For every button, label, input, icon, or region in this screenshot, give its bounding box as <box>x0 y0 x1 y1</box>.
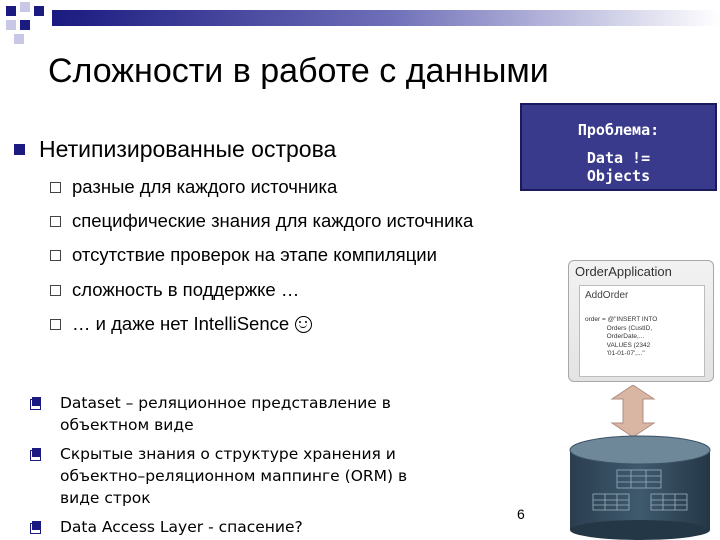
lower-bullet <box>30 516 303 538</box>
sub-bullet-text: разные для каждого источника <box>72 176 338 197</box>
sub-bullet-text: сложность в поддержке … <box>72 279 300 300</box>
lower-bullet-line: виде строк <box>60 489 151 507</box>
bullet-box-icon <box>50 182 61 193</box>
window-title: OrderApplication <box>575 264 672 279</box>
lower-bullet-line: объектно–реляционном маппинге (ORM) в <box>60 467 408 485</box>
problem-label: Проблема: <box>577 121 660 139</box>
bullet-box-icon <box>50 250 61 261</box>
page-number: 6 <box>517 506 525 522</box>
bullet-box-icon <box>50 216 61 227</box>
slide-title: Сложности в работе с данными <box>48 52 549 90</box>
sub-bullet <box>50 313 312 335</box>
smiley-icon <box>295 316 312 333</box>
order-application-window <box>568 260 714 382</box>
sub-bullet <box>50 244 437 266</box>
bullet-box-icon <box>50 285 61 296</box>
bullet-box-icon <box>50 319 61 330</box>
database-icon <box>565 434 715 540</box>
problem-statement: Data != Objects <box>586 149 651 185</box>
lower-bullet-line: объектном виде <box>60 416 194 434</box>
double-arrow-icon <box>608 385 658 437</box>
sub-bullet-text: специфические знания для каждого источника <box>72 210 474 231</box>
sql-code-snippet: order = @"INSERT INTO Orders (CustID, OrderDate,... VALUES (2342 '01-01-07',..." <box>585 316 658 358</box>
main-bullet <box>14 136 336 163</box>
bullet-square-icon <box>30 521 41 532</box>
lower-bullet <box>30 392 391 436</box>
lower-bullet <box>30 443 407 509</box>
header-bar <box>52 10 720 26</box>
sub-bullet-text: … и даже нет IntelliSence <box>72 313 290 334</box>
main-bullet-text: Нетипизированные острова <box>39 136 337 162</box>
bullet-square-icon <box>30 397 41 408</box>
sub-bullet <box>50 279 299 301</box>
lower-bullet-line: Data Access Layer - спасение? <box>60 518 303 536</box>
problem-box <box>520 103 717 191</box>
bullet-square-icon <box>14 144 25 155</box>
card-title: AddOrder <box>585 290 629 301</box>
bullet-square-icon <box>30 448 41 459</box>
sub-bullet-text: отсутствие проверок на этапе компиляции <box>72 244 437 265</box>
lower-bullet-line: Скрытые знания о структуре хранения и <box>60 445 396 463</box>
sub-bullet <box>50 210 473 232</box>
add-order-card <box>579 285 705 377</box>
sub-bullet <box>50 176 337 198</box>
lower-bullet-line: Dataset – реляционное представление в <box>60 394 391 412</box>
